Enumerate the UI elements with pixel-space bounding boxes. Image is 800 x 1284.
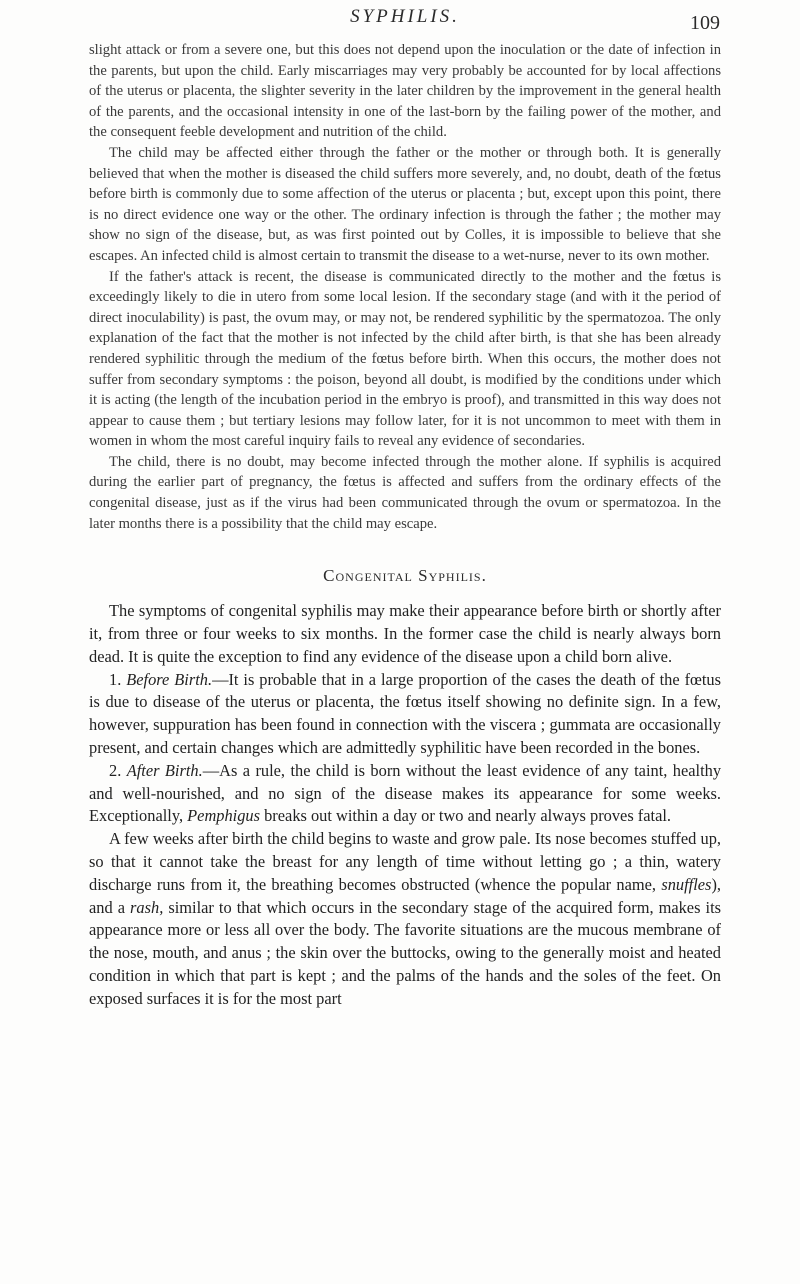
running-title: SYPHILIS. <box>350 6 460 27</box>
paragraph-text: ), and a <box>89 874 721 917</box>
body-text <box>89 40 721 1011</box>
paragraph-text: breaks out within a day or two and nearly always proves fatal. <box>260 806 672 826</box>
italic-term: Pemphigus <box>187 806 261 826</box>
paragraph-text: —As a rule, the child is born without the least evidence of any taint, healthy and well-nourished, and no sign of the disease makes its appearance for some weeks. Exceptionally, <box>89 760 722 826</box>
paragraph-text: similar to that which occurs in the secondary stage of the acquired form, makes its appearance more or less all over the body. The favorite situations are the mucous membrane of the nose, mouth, and anus ; the skin over the buttocks, owing to the generally moist and heated condition in which that part is kept ; and the palms of the hands and the soles of the feet. On exposed surfaces it is for the most part <box>89 897 721 1008</box>
paragraph: If the father's attack is recent, the disease is communicated directly to the mother and the fœtus is exceedingly likely to die in utero from some local lesion. If the secondary stage (and with it the period of direct inoculability) is past, the ovum may, or may not, be rendered syphilitic by the spermatozoa. The only explanation of the fact that the mother is not infected by the child after birth, is that she has been already rendered syphilitic through the medium of the fœtus before birth. When this occurs, the mother does not suffer from secondary symptoms : the poison, beyond all doubt, is modified by the conditions under which it is acting (the length of the incubation period in the embryo is proof), and transmitted in this way does not appear to cause them ; but tertiary lesions may follow later, for it is not uncommon to meet with them in women in whom the most careful inquiry fails to reveal any evidence of secondaries. <box>89 268 721 450</box>
paragraph-number: 1. <box>109 669 127 689</box>
italic-term: rash, <box>130 897 164 917</box>
page-number: 109 <box>690 12 720 34</box>
paragraph-text: The symptoms of congenital syphilis may make their appearance before birth or shortly after it, from three or four weeks to six months. In the former case the child is nearly always born dead. It is quite the exception to find any evidence of the disease upon a child born alive. <box>89 601 721 666</box>
paragraph-number: 2. <box>109 760 127 780</box>
paragraph <box>89 669 721 760</box>
paragraph-text: —It is probable that in a large proportion of the cases the death of the fœtus is due to disease of the uterus or placenta, the fœtus itself showing no definite sign. In a few, however, suppuration has been found in connection with the viscera ; gummata are occasionally present, and certain changes which are admittedly syphilitic have been recorded in the bones. <box>89 669 721 758</box>
paragraph <box>89 828 721 1010</box>
running-head <box>90 6 720 36</box>
paragraph-text: A few weeks after birth the child begins to waste and grow pale. Its nose becomes stuffed up, so that it cannot take the breast for any length of time without letting go ; a thin, watery discharge runs from it, the breathing becomes obstructed (whence the popular name, <box>89 829 721 894</box>
subhead-before-birth: Before Birth. <box>126 669 213 689</box>
paragraph <box>89 760 721 828</box>
paragraph: The child may be affected either through the father or the mother or through both. It is generally believed that when the mother is diseased the child suffers more severely, and, no doubt, death of the fœtus before birth is commonly due to some affection of the uterus or placenta ; but, except upon this point, there is no direct evidence one way or the other. The ordinary infection is through the father ; the mother may show no sign of the disease, but, as was first pointed out by Colles, it is impossible to believe that she escapes. An infected child is almost certain to transmit the disease to a wet-nurse, never to its own mother. <box>89 144 721 264</box>
paragraph: The child, there is no doubt, may become infected through the mother alone. If syphilis is acquired during the earlier part of pregnancy, the fœtus is affected and suffers from the ordinary effects of the congenital disease, just as if the virus had been communicated through the ovum or spermatozoa. In the later months there is a possibility that the child may escape. <box>89 453 721 532</box>
paragraph: slight attack or from a severe one, but this does not depend upon the inoculation or the date of infection in the parents, but upon the child. Early miscarriages may very probably be accounted for by local affections of the uterus or placenta, the slighter severity in the later children by the improvement in the general health of the parents, and the occasional intensity in one of the last-born by the failing power of the mother, and the consequent feeble development and nutrition of the child. <box>89 42 721 141</box>
section-heading: Congenital Syphilis. <box>323 566 487 586</box>
subhead-after-birth: After Birth. <box>126 760 203 780</box>
paragraph <box>89 600 721 668</box>
italic-term: snuffles <box>661 874 712 894</box>
